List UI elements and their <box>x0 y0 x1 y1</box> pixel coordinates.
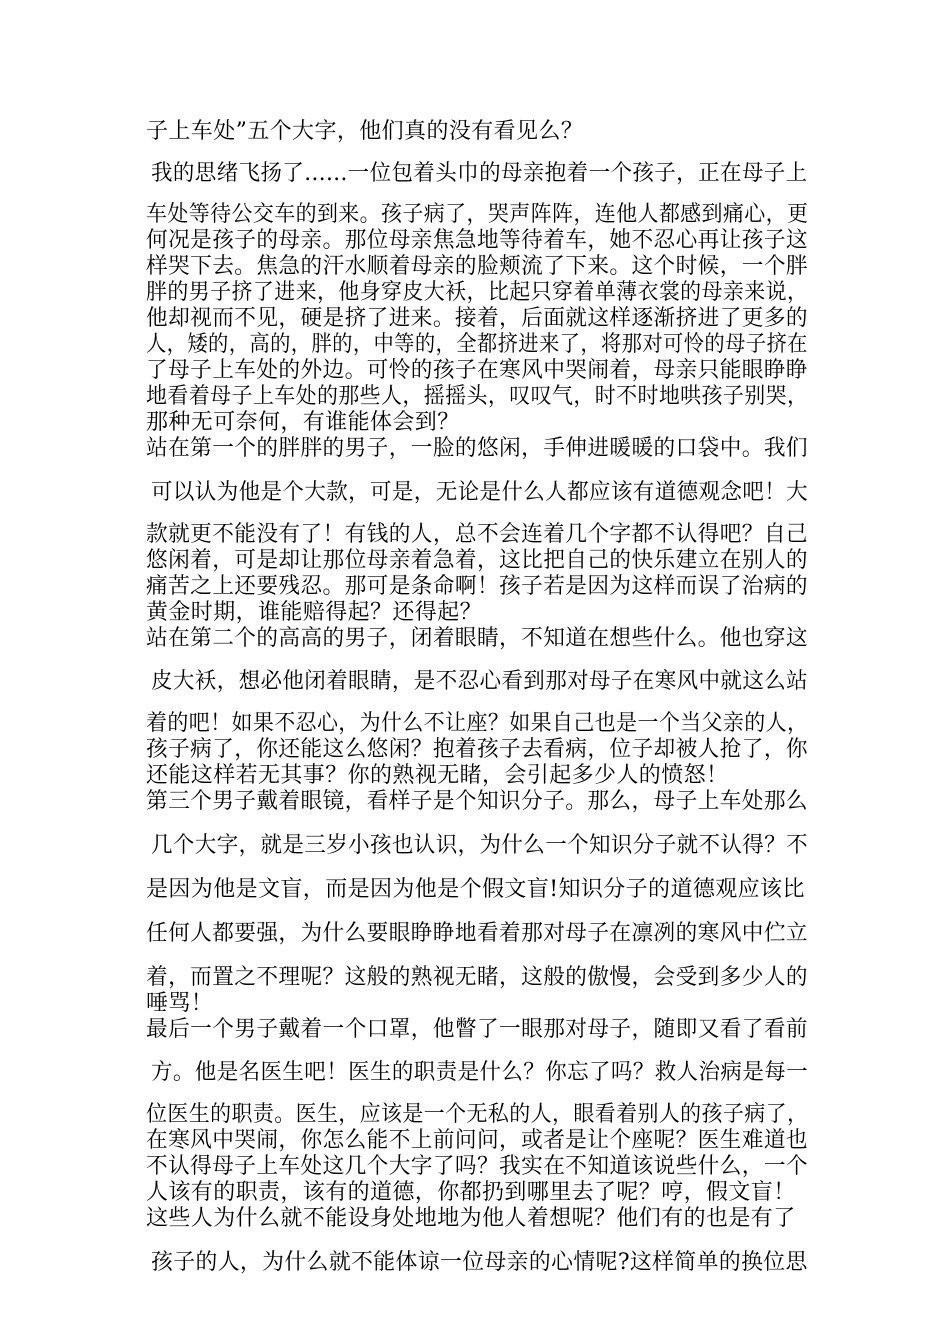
text-line: 车处等待公交车的到来。孩子病了，哭声阵阵，连他人都感到痛心，更 <box>146 202 809 227</box>
paragraph-first-line: 皮大袄，想必他闭着眼睛，是不忍心看到那对母子在寒风中就这么站 <box>151 669 809 694</box>
text-line: 样哭下去。焦急的汗水顺着母亲的脸颊流了下来。这个时候，一个胖 <box>146 254 809 279</box>
paragraph-first-line: 我的思绪飞扬了......一位包着头巾的母亲抱着一个孩子，正在母子上 <box>151 161 808 186</box>
text-line: 第三个男子戴着眼镜，看样子是个知识分子。那么，母子上车处那么 <box>146 789 809 814</box>
text-line: 还能这样若无其事？你的熟视无睹，会引起多少人的愤怒！ <box>146 763 729 788</box>
text-line: 这些人为什么就不能设身处地地为他人着想呢？他们有的也是有了 <box>146 1206 796 1231</box>
text-line: 唾骂！ <box>146 991 214 1016</box>
text-line: 着的吧！如果不忍心，为什么不让座？如果自己也是一个当父亲的人， <box>146 711 809 736</box>
paragraph-first-line: 方。他是名医生吧！医生的职责是什么？你忘了吗？救人治病是每一 <box>151 1060 809 1085</box>
text-line: 黄金时期，谁能赔得起？还得起？ <box>146 600 483 625</box>
text-line: 那种无可奈何，有谁能体会到？ <box>146 410 460 435</box>
text-line: 悠闲着，可是却让那位母亲着急着，这比把自己的快乐建立在别人的 <box>146 548 809 573</box>
text-line: 地看着母子上车处的那些人，摇摇头，叹叹气，时不时地哄孩子别哭， <box>146 384 809 409</box>
text-line: 站在第一个的胖胖的男子，一脸的悠闲，手伸进暖暖的口袋中。我们 <box>146 436 809 461</box>
paragraph-first-line: 几个大字，就是三岁小孩也认识，为什么一个知识分子就不认得？不 <box>151 833 809 858</box>
text-line: 最后一个男子戴着一个口罩，他瞥了一眼那对母子，随即又看了看前 <box>146 1017 809 1042</box>
text-line: 不认得母子上车处这几个大字了吗？我实在不知道该说些什么，一个 <box>146 1154 809 1179</box>
text-line: 位医生的职责。医生，应该是一个无私的人，眼看着别人的孩子病了， <box>146 1102 809 1127</box>
paragraph-first-line: 可以认为他是个大款，可是，无论是什么人都应该有道德观念吧！大 <box>151 480 809 505</box>
text-line: 着，而置之不理呢？这般的熟视无睹，这般的傲慢，会受到多少人的 <box>146 965 809 990</box>
text-line: 子上车处”五个大字，他们真的没有看见么？ <box>146 119 584 144</box>
text-line: 站在第二个的高高的男子，闭着眼睛，不知道在想些什么。他也穿这 <box>146 626 809 651</box>
text-line: 人该有的职责，该有的道德，你都扔到哪里去了呢？哼，假文盲！ <box>146 1180 796 1205</box>
text-line: 在寒风中哭闹，你怎么能不上前问问，或者是让个座呢？医生难道也 <box>146 1128 809 1153</box>
text-line: 胖的男子挤了进来，他身穿皮大袄，比起只穿着单薄衣裳的母亲来说， <box>146 280 809 305</box>
text-line: 任何人都要强，为什么要眼睁睁地看着那对母子在凛冽的寒风中伫立 <box>146 921 809 946</box>
text-line: 何况是孩子的母亲。那位母亲焦急地等待着车，她不忍心再让孩子这 <box>146 228 809 253</box>
text-line: 是因为他是文盲，而是因为他是个假文盲!知识分子的道德观应该比 <box>146 877 805 902</box>
text-line: 款就更不能没有了！有钱的人，总不会连着几个字都不认得吧？自己 <box>146 522 809 547</box>
text-line: 了母子上车处的外边。可怜的孩子在寒风中哭闹着，母亲只能眼睁睁 <box>146 358 809 383</box>
text-line: 他却视而不见，硬是挤了进来。接着，后面就这样逐渐挤进了更多的 <box>146 306 809 331</box>
text-line: 人，矮的，高的，胖的，中等的，全都挤进来了，将那对可怜的母子挤在 <box>146 332 808 357</box>
text-line: 痛苦之上还要残忍。那可是条命啊！孩子若是因为这样而误了治病的 <box>146 574 809 599</box>
paragraph-first-line: 孩子的人，为什么就不能体谅一位母亲的心情呢?这样简单的换位思 <box>151 1250 808 1275</box>
text-line: 孩子病了，你还能这么悠闲？抱着孩子去看病，位子却被人抢了，你 <box>146 737 809 762</box>
